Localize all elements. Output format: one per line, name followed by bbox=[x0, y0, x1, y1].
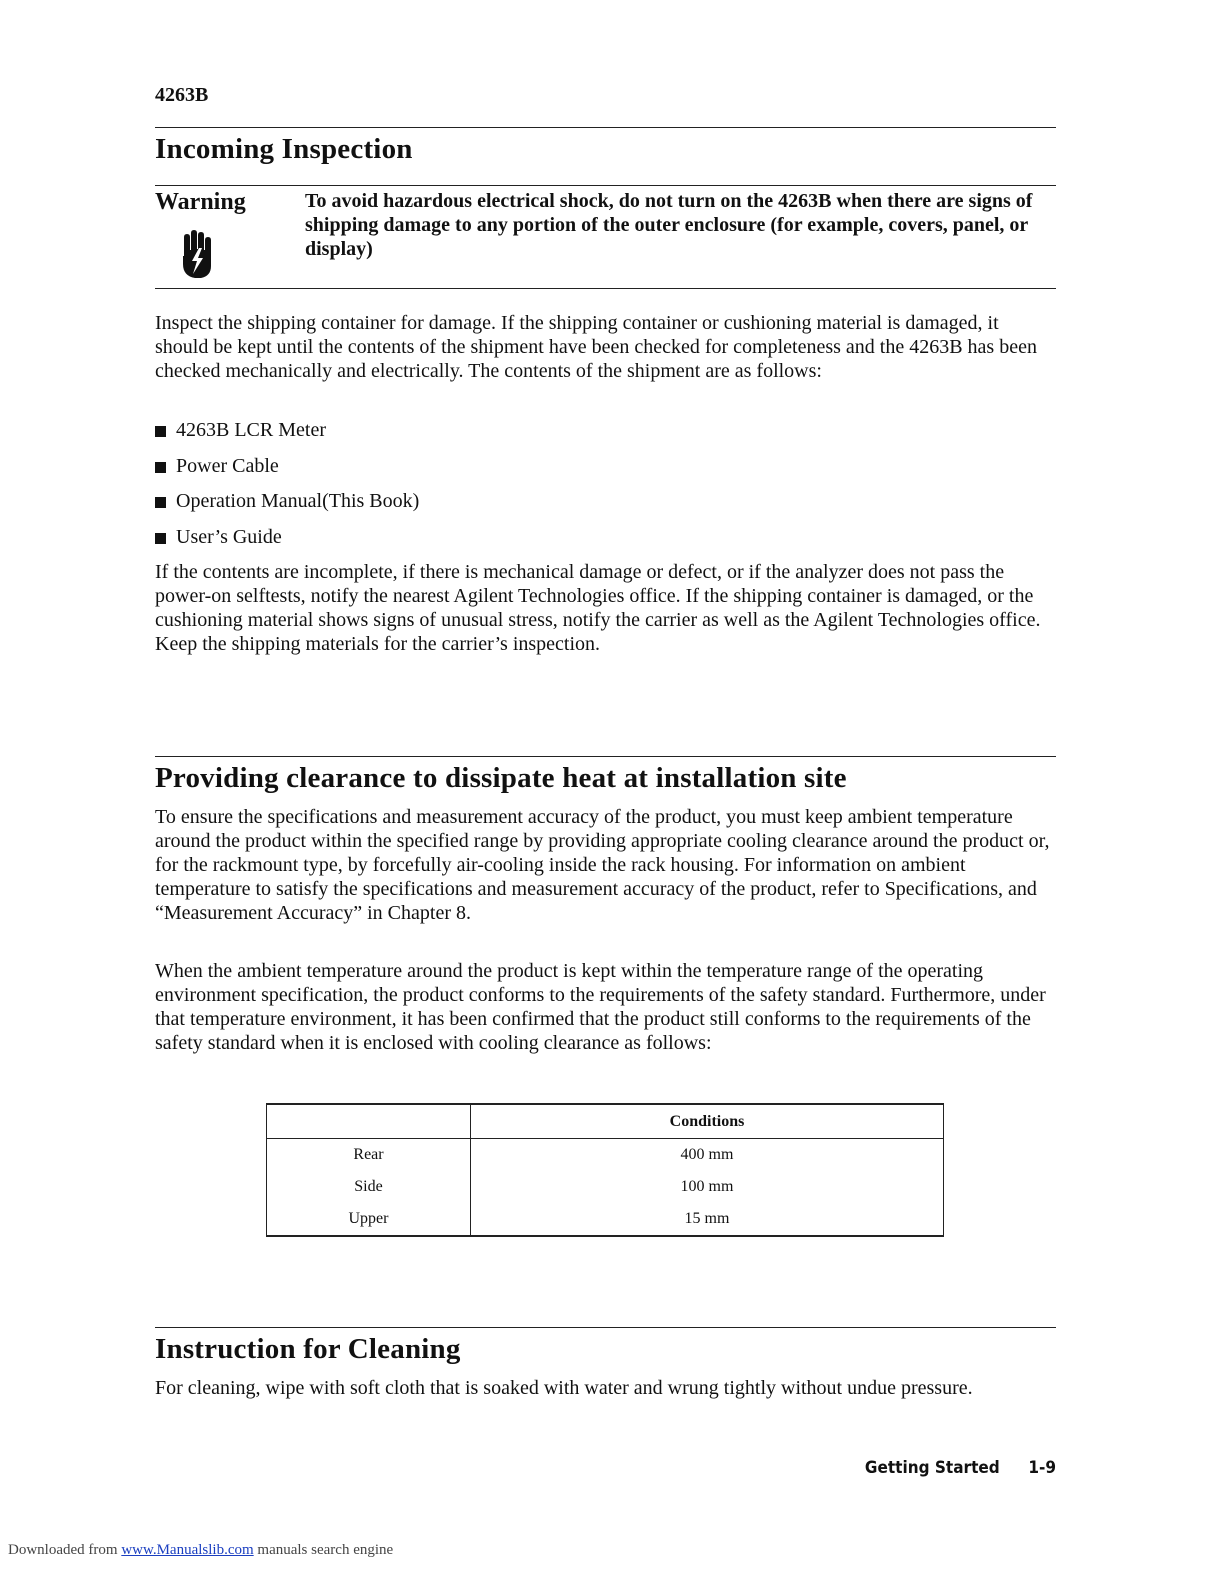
cleaning-paragraph: For cleaning, wipe with soft cloth that is soaked with water and wrung tightly without undue pressure. bbox=[155, 1377, 973, 1399]
table-cell: 15 mm bbox=[471, 1203, 944, 1236]
clearance-paragraph-1: To ensure the specifications and measurement accuracy of the product, you must keep ambient temperature around the product within the specified range by providing appropriate cooling clearance around the product or, for the rackmount type, by forcefully air-cooling inside the rack housing. For information on ambient temperature to satisfy the specifications and measurement accuracy of the product, refer to Specifications, and “Measurement Accuracy” in Chapter 8. bbox=[155, 806, 1050, 924]
bullet-icon bbox=[155, 462, 166, 473]
hand-lightning-icon bbox=[179, 230, 215, 280]
page-number: 1-9 bbox=[1028, 1458, 1056, 1478]
warning-top-rule bbox=[155, 185, 1056, 186]
table-row bbox=[267, 1203, 944, 1236]
clearance-paragraph-2: When the ambient temperature around the product is kept within the temperature range of the operating environment specification, the product conforms to the requirements of the safety standard. Furthermore, under that temperature environment, it has been confirmed that the product still conforms to the requirements of the safety standard when it is enclosed with cooling clearance as follows: bbox=[155, 960, 1046, 1054]
table-header-row bbox=[267, 1104, 944, 1139]
list-item: 4263B LCR Meter bbox=[155, 418, 419, 454]
table-cell: Side bbox=[267, 1171, 471, 1203]
download-notice: Downloaded from www.Manualslib.com manuals search engine bbox=[8, 1542, 394, 1558]
bullet-icon bbox=[155, 497, 166, 508]
shipment-contents-list bbox=[155, 418, 419, 560]
section-rule bbox=[155, 127, 1056, 128]
section-title-clearance: Providing clearance to dissipate heat at installation site bbox=[155, 762, 847, 794]
warning-label: Warning bbox=[155, 189, 246, 215]
warning-bottom-rule bbox=[155, 288, 1056, 289]
warning-text: To avoid hazardous electrical shock, do not turn on the 4263B when there are signs of shipping damage to any portion of the outer enclosure (for example, covers, panel, or display) bbox=[305, 190, 1033, 260]
footer-chapter: Getting Started bbox=[864, 1458, 1000, 1478]
bullet-icon bbox=[155, 426, 166, 437]
table-cell: 400 mm bbox=[471, 1139, 944, 1172]
table-cell: Upper bbox=[267, 1203, 471, 1236]
list-item: User’s Guide bbox=[155, 525, 419, 561]
bullet-icon bbox=[155, 533, 166, 544]
running-head: 4263B bbox=[155, 84, 209, 106]
manualslib-link[interactable]: www.Manualslib.com bbox=[121, 1542, 254, 1558]
section-title-cleaning: Instruction for Cleaning bbox=[155, 1333, 461, 1365]
page-footer bbox=[865, 1458, 1056, 1478]
section-rule bbox=[155, 756, 1056, 757]
table-row bbox=[267, 1171, 944, 1203]
list-item: Power Cable bbox=[155, 454, 419, 490]
table-cell: 100 mm bbox=[471, 1171, 944, 1203]
section-title-incoming-inspection: Incoming Inspection bbox=[155, 133, 413, 165]
section-rule bbox=[155, 1327, 1056, 1328]
clearance-table bbox=[266, 1103, 944, 1237]
table-header-cell bbox=[267, 1104, 471, 1139]
table-cell: Rear bbox=[267, 1139, 471, 1172]
incomplete-contents-paragraph: If the contents are incomplete, if there is mechanical damage or defect, or if the analyzer does not pass the power-on selftests, notify the nearest Agilent Technologies office. If the shipping container is damaged, or the cushioning material shows signs of unusual stress, notify the carrier as well as the Agilent Technologies office. Keep the shipping materials for the carrier’s inspection. bbox=[155, 561, 1041, 655]
list-item: Operation Manual(This Book) bbox=[155, 489, 419, 525]
inspection-paragraph: Inspect the shipping container for damage. If the shipping container or cushioning material is damaged, it should be kept until the contents of the shipment have been checked for completeness and the 4263B has been checked mechanically and electrically. The contents of the shipment are as follows: bbox=[155, 312, 1037, 382]
table-header-cell: Conditions bbox=[471, 1104, 944, 1139]
table-row bbox=[267, 1139, 944, 1172]
